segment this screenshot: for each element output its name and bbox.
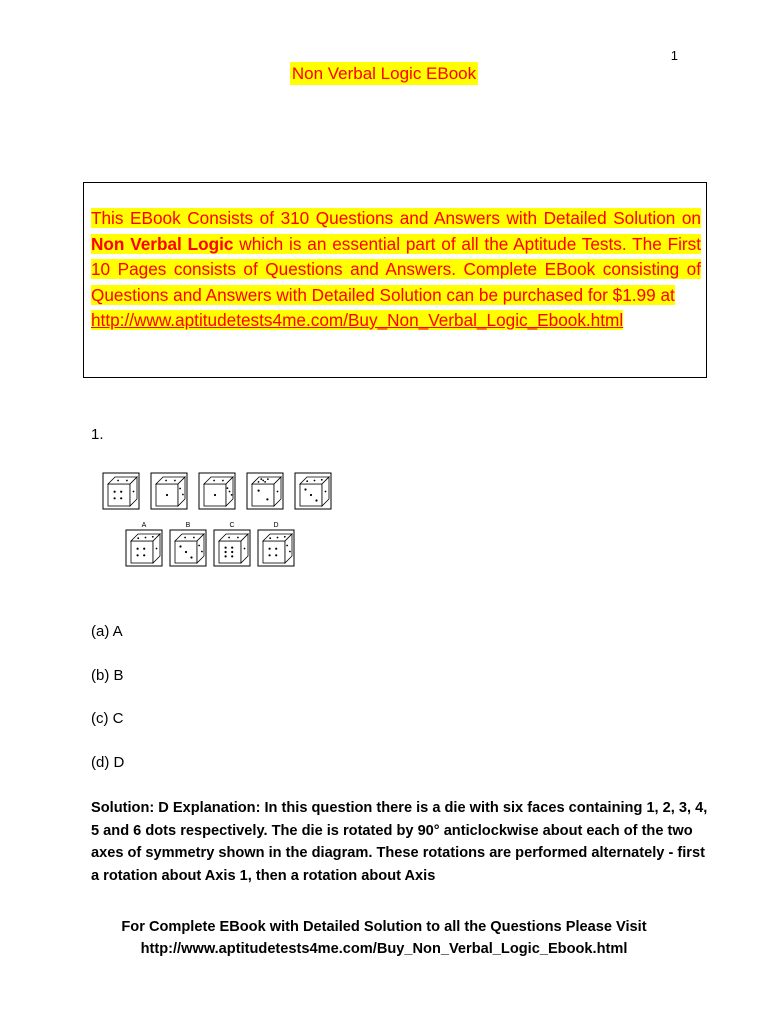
- answer-die-b: [170, 530, 206, 566]
- footer-link[interactable]: http://www.aptitudetests4me.com/Buy_Non_Verbal_Logic_Ebook.html: [140, 941, 628, 957]
- answer-die-c: [214, 530, 250, 566]
- answer-label-c: C: [229, 522, 235, 529]
- dice-answers: [126, 522, 294, 566]
- sequence-die-4: [247, 473, 283, 509]
- solution-text: Solution: D Explanation: In this question there is a die with six faces containing 1, 2, 3, 4, 5 and 6 dots respectively. The die is rotated by 90° anticlockwise about each of the two axes of symmetry shown in the diagram. These rotations are performed alternately - first a rotation about Axis 1, then a rotation about Axis: [91, 800, 708, 884]
- dice-sequence: [103, 473, 331, 509]
- dice-figure: [100, 470, 340, 580]
- option-c[interactable]: (c) C: [91, 710, 124, 727]
- footer-line1: For Complete EBook with Detailed Solution to all the Questions Please Visit: [121, 919, 647, 935]
- sequence-die-5: [295, 473, 331, 509]
- intro-part1: This EBook Consists of 310 Questions and Answers with Detailed Solution on: [91, 208, 701, 228]
- answer-label-b: B: [185, 522, 191, 529]
- intro-part2: which is an essential part of all the Aptitude Tests. The First 10 Pages consists of Questions and Answers. Complete EBook consisting of Questions and Answers with Detailed Solution can be purchased for $1.99 at: [91, 233, 701, 305]
- answer-die-a: [126, 530, 162, 566]
- sequence-die-1: [103, 473, 139, 509]
- option-d[interactable]: (d) D: [91, 754, 125, 771]
- sequence-die-3: [199, 473, 235, 509]
- question-number: 1.: [91, 426, 104, 443]
- page-number: 1: [670, 48, 678, 63]
- option-b[interactable]: (b) B: [91, 667, 124, 684]
- intro-bold: Non Verbal Logic: [91, 233, 234, 254]
- intro-text: [91, 206, 701, 334]
- answer-label-a: A: [141, 522, 147, 529]
- purchase-link[interactable]: http://www.aptitudetests4me.com/Buy_Non_Verbal_Logic_Ebook.html: [91, 310, 624, 330]
- sequence-die-2: [151, 473, 187, 509]
- answer-die-d: [258, 530, 294, 566]
- footer: [0, 916, 768, 960]
- page-title-wrapper: [0, 64, 768, 84]
- intro-box: [83, 182, 707, 378]
- option-a[interactable]: (a) A: [91, 623, 123, 640]
- answer-label-d: D: [273, 522, 279, 529]
- page-title: Non Verbal Logic EBook: [291, 64, 477, 83]
